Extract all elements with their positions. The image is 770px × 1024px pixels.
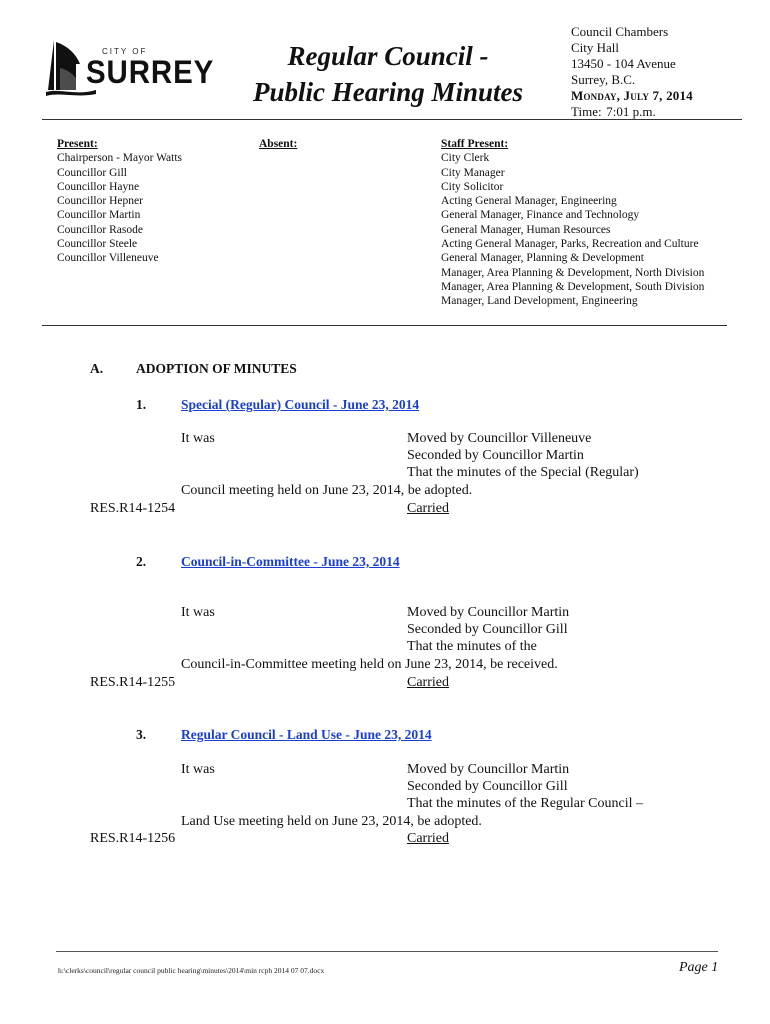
- resolution-number: RES.R14-1256: [90, 831, 176, 846]
- motion-seconded: Seconded by Councillor Gill: [407, 622, 568, 637]
- present-member: Councillor Rasode: [57, 223, 143, 236]
- motion-text: That the minutes of the Special (Regular): [407, 465, 639, 480]
- present-member: Councillor Gill: [57, 166, 127, 179]
- motion-text-cont: Council meeting held on June 23, 2014, be adopted.: [181, 483, 473, 498]
- absent-list: [259, 137, 297, 151]
- present-member: Councillor Martin: [57, 209, 141, 222]
- logo-surrey: SURREY: [86, 54, 215, 90]
- footer-file-path: h:\clerks\council\regular council public hearing\minutes\2014\min rcph 2014 07 07.docx: [58, 966, 325, 975]
- item-number: 2.: [136, 554, 147, 569]
- meeting-time: [571, 104, 693, 120]
- present-member: Councillor Hepner: [57, 195, 143, 208]
- motion-it-was: It was: [181, 762, 215, 777]
- staff-member: Acting General Manager, Engineering: [441, 195, 617, 208]
- address-line: 13450 - 104 Avenue: [571, 56, 676, 71]
- logo-city-of: CITY OF: [102, 47, 148, 56]
- present-list: [57, 137, 182, 266]
- carried-label: Carried: [407, 675, 449, 690]
- present-member: Councillor Hayne: [57, 180, 140, 193]
- address-line: City Hall: [571, 40, 620, 55]
- motion-it-was: It was: [181, 605, 215, 620]
- attendance-divider: [42, 325, 727, 326]
- header-divider: [42, 119, 742, 120]
- staff-member: City Manager: [441, 166, 505, 179]
- footer-divider: [56, 951, 718, 952]
- page-number: Page 1: [679, 960, 719, 975]
- item-link-land-use[interactable]: Regular Council - Land Use - June 23, 2014: [181, 727, 432, 742]
- meeting-location: [571, 24, 693, 120]
- address-line: Council Chambers: [571, 24, 669, 39]
- address-line: Surrey, B.C.: [571, 72, 636, 87]
- staff-member: General Manager, Human Resources: [441, 223, 611, 236]
- staff-header: Staff Present:: [441, 138, 509, 150]
- title-line-2: Public Hearing Minutes: [252, 77, 524, 107]
- staff-member: Manager, Area Planning & Development, North Division: [441, 266, 705, 279]
- motion-text-cont: Land Use meeting held on June 23, 2014, be adopted.: [181, 814, 482, 829]
- staff-member: Acting General Manager, Parks, Recreation and Culture: [441, 238, 699, 251]
- section-title: ADOPTION OF MINUTES: [136, 361, 297, 376]
- present-member: Councillor Villeneuve: [57, 252, 159, 265]
- item-number: 1.: [136, 397, 147, 412]
- motion-seconded: Seconded by Councillor Martin: [407, 448, 584, 463]
- item-link-council-in-committee[interactable]: Council-in-Committee - June 23, 2014: [181, 554, 400, 569]
- staff-member: Manager, Land Development, Engineering: [441, 295, 638, 308]
- motion-moved: Moved by Councillor Martin: [407, 605, 570, 620]
- present-header: Present:: [57, 138, 98, 150]
- carried-label: Carried: [407, 501, 449, 516]
- present-member: Councillor Steele: [57, 238, 138, 251]
- time-value: 7:01 p.m.: [606, 104, 656, 119]
- surrey-logo: [46, 38, 215, 96]
- motion-it-was: It was: [181, 431, 215, 446]
- motion-text: That the minutes of the: [407, 639, 537, 654]
- motion-text-cont: Council-in-Committee meeting held on June 23, 2014, be received.: [181, 657, 558, 672]
- motion-text: That the minutes of the Regular Council –: [407, 796, 644, 811]
- document-title: [238, 38, 538, 110]
- staff-member: City Clerk: [441, 152, 490, 165]
- resolution-number: RES.R14-1255: [90, 675, 176, 690]
- resolution-number: RES.R14-1254: [90, 501, 176, 516]
- motion-moved: Moved by Councillor Villeneuve: [407, 431, 592, 446]
- item-link-special-council[interactable]: Special (Regular) Council - June 23, 2014: [181, 397, 420, 412]
- carried-label: Carried: [407, 831, 449, 846]
- staff-member: City Solicitor: [441, 180, 504, 193]
- motion-moved: Moved by Councillor Martin: [407, 762, 570, 777]
- staff-member: General Manager, Planning & Development: [441, 252, 644, 265]
- motion-seconded: Seconded by Councillor Gill: [407, 779, 568, 794]
- item-number: 3.: [136, 727, 147, 742]
- title-line-1: Regular Council -: [287, 41, 489, 71]
- present-member: Chairperson - Mayor Watts: [57, 152, 183, 165]
- section-letter: A.: [90, 361, 104, 376]
- staff-member: Manager, Area Planning & Development, South Division: [441, 280, 705, 293]
- meeting-date: Monday, July 7, 2014: [571, 88, 693, 103]
- staff-list: [441, 137, 704, 309]
- time-label: Time:: [571, 104, 602, 119]
- absent-header: Absent:: [259, 138, 298, 150]
- staff-member: General Manager, Finance and Technology: [441, 209, 640, 222]
